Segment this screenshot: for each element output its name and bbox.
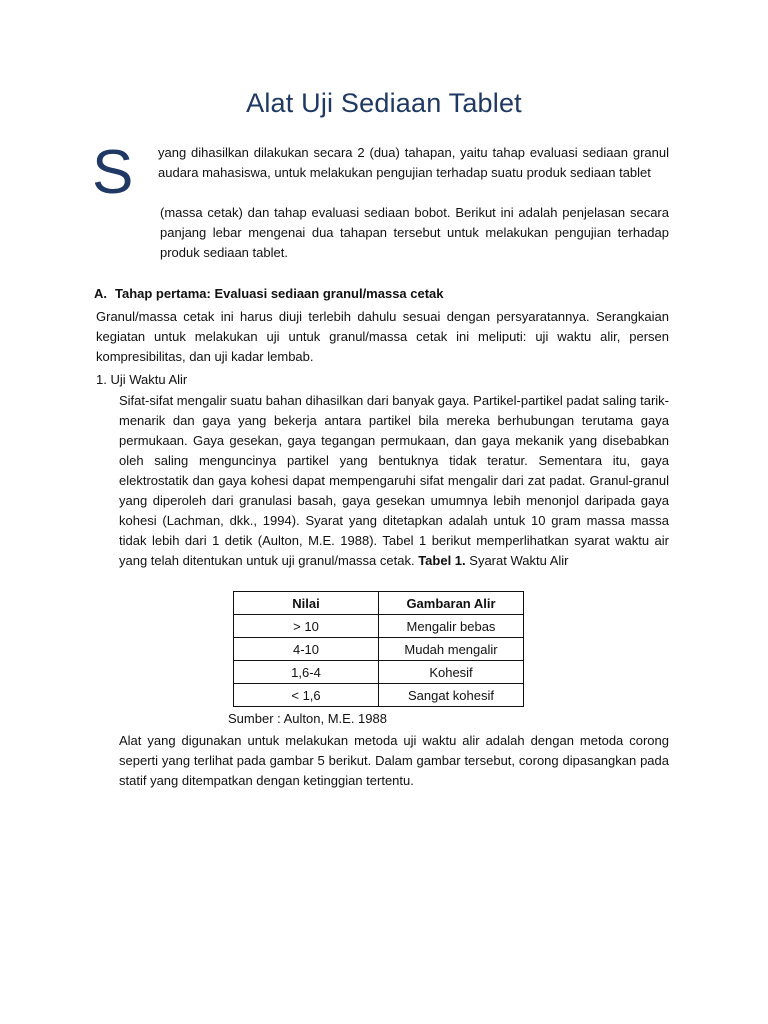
table-source: Sumber : Aulton, M.E. 1988 — [228, 711, 387, 726]
subsection-1-heading: 1. Uji Waktu Alir — [96, 372, 188, 387]
intro-paragraph-1: yang dihasilkan dilakukan secara 2 (dua) tahapan, yaitu tahap evaluasi sediaan granul audara mahasiswa, untuk melakukan pengujian terhadap suatu produk sediaan tablet — [158, 145, 669, 180]
drop-cap: S — [92, 138, 134, 207]
section-a-heading — [94, 286, 444, 301]
table-cell-nilai: 4-10 — [234, 638, 379, 661]
table-header-nilai: Nilai — [234, 592, 379, 615]
table-cell-gambaran: Sangat kohesif — [379, 684, 524, 707]
section-a-title: Tahap pertama: Evaluasi sediaan granul/massa cetak — [115, 286, 444, 301]
table-row — [234, 638, 524, 661]
table-row — [234, 684, 524, 707]
page-title: Alat Uji Sediaan Tablet — [246, 88, 522, 118]
subsection-1-text: Sifat-sifat mengalir suatu bahan dihasilkan dari banyak gaya. Partikel-partikel padat saling tarik-menarik dan gaya yang bekerja antara partikel bila mereka berhubungan terutama gaya permukaan. Gaya gesekan, gaya tegangan permukaan, dan gaya mekanik yang disebabkan oleh saling menguncinya partikel yang bentuknya tidak teratur. Sementara itu, gaya elektrostatik dan gaya kohesi dapat mempengaruhi sifat mengalir dari zat padat. Granul-granul yang diperoleh dari granulasi basah, gaya gesekan umumnya lebih menonjol daripada gaya kohesi (Lachman, dkk., 1994). Syarat yang ditetapkan adalah untuk 10 gram massa massa tidak lebih dari 1 detik (Aulton, M.E. 1988). Tabel 1 berikut memperlihatkan syarat waktu air yang telah ditentukan untuk uji granul/massa cetak. — [119, 393, 669, 568]
intro-paragraph-2: (massa cetak) dan tahap evaluasi sediaan bobot. Berikut ini adalah penjelasan secara panjang lebar mengenai dua tahapan tersebut untuk melakukan pengujian terhadap produk sediaan tablet. — [160, 205, 669, 260]
table-cell-gambaran: Kohesif — [379, 661, 524, 684]
section-a-marker: A. — [94, 286, 107, 301]
table-header-row — [234, 592, 524, 615]
table-caption: Syarat Waktu Alir — [465, 553, 569, 568]
subsection-1-body — [119, 391, 669, 571]
closing-paragraph: Alat yang digunakan untuk melakukan metoda uji waktu alir adalah dengan metoda corong seperti yang terlihat pada gambar 5 berikut. Dalam gambar tersebut, corong dipasangkan pada statif yang ditempatkan dengan ketinggian tertentu. — [119, 733, 669, 788]
table-row — [234, 615, 524, 638]
table-cell-nilai: 1,6-4 — [234, 661, 379, 684]
table-cell-gambaran: Mudah mengalir — [379, 638, 524, 661]
table-cell-nilai: > 10 — [234, 615, 379, 638]
table-header-gambaran: Gambaran Alir — [379, 592, 524, 615]
table-cell-gambaran: Mengalir bebas — [379, 615, 524, 638]
section-a-body: Granul/massa cetak ini harus diuji terlebih dahulu sesuai dengan persyaratannya. Serangkaian kegiatan untuk melakukan uji untuk granul/massa cetak ini meliputi: uji waktu alir, persen kompresibilitas, dan uji kadar lembab. — [96, 309, 669, 364]
table-cell-nilai: < 1,6 — [234, 684, 379, 707]
flow-time-table — [233, 591, 524, 707]
table-row — [234, 661, 524, 684]
table-label: Tabel 1. — [418, 553, 466, 568]
